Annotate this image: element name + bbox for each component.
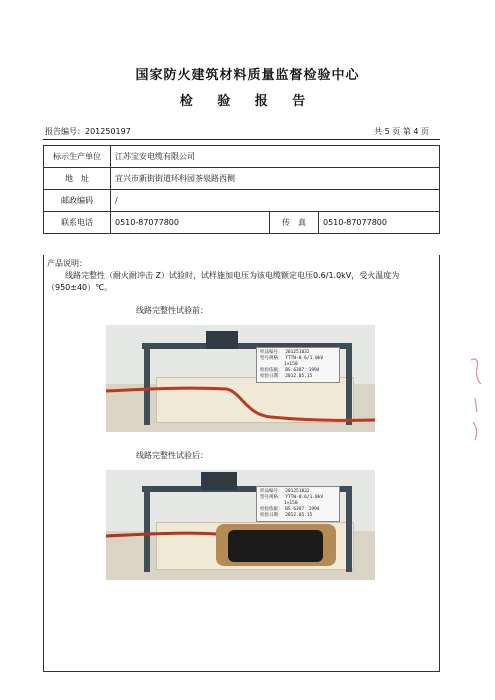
postcode-value: / — [111, 190, 440, 212]
caption-after: 线路完整性试验后： — [136, 451, 208, 460]
product-description-box — [43, 255, 440, 672]
manufacturer-label: 标示生产单位 — [44, 146, 111, 168]
description-heading: 产品说明： — [47, 259, 87, 268]
caption-before: 线路完整性试验前： — [136, 306, 208, 315]
fax-label: 传 真 — [270, 212, 319, 234]
manufacturer-value: 江苏宝安电缆有限公司 — [111, 146, 440, 168]
phone-label: 联系电话 — [44, 212, 111, 234]
header-rule — [43, 139, 440, 140]
address-value: 宜兴市新街街道环科园茶泉路西侧 — [111, 168, 440, 190]
postcode-label: 邮政编码 — [44, 190, 111, 212]
photo-after-test — [106, 470, 375, 580]
table-row — [44, 212, 440, 234]
photo-before-test — [106, 325, 375, 432]
description-text: 线路完整性（耐火耐冲击 Z）试验时，试样施加电压为该电缆额定电压0.6/1.0kV，受火温度为（950±40）℃。 — [47, 271, 400, 292]
sample-label-after: 样品编号： 201251832 型号规格： YTTW-0.6/1.0kV 1×150 检验依据： BS 6387：1994 检验日期： 2012.05.15 — [256, 486, 340, 522]
page-indicator: 共 5 页 第 4 页 — [374, 127, 429, 136]
table-row — [44, 146, 440, 168]
sample-label-before: 样品编号： 201251832 型号规格： YTTW-0.6/1.0kV 1×150 检验依据： BS 6387：1994 检验日期： 2012.05.15 — [256, 347, 340, 383]
organization-title: 国家防火建筑材料质量监督检验中心 — [135, 68, 360, 83]
table-row — [44, 190, 440, 212]
info-table — [43, 145, 440, 234]
table-row — [44, 168, 440, 190]
report-number: 报告编号：201250197 — [45, 127, 131, 136]
address-label: 地 址 — [44, 168, 111, 190]
fax-value: 0510-87077800 — [319, 212, 440, 234]
phone-value: 0510-87077800 — [111, 212, 270, 234]
handwritten-mark — [465, 350, 491, 450]
report-title: 检 验 报 告 — [179, 94, 316, 109]
